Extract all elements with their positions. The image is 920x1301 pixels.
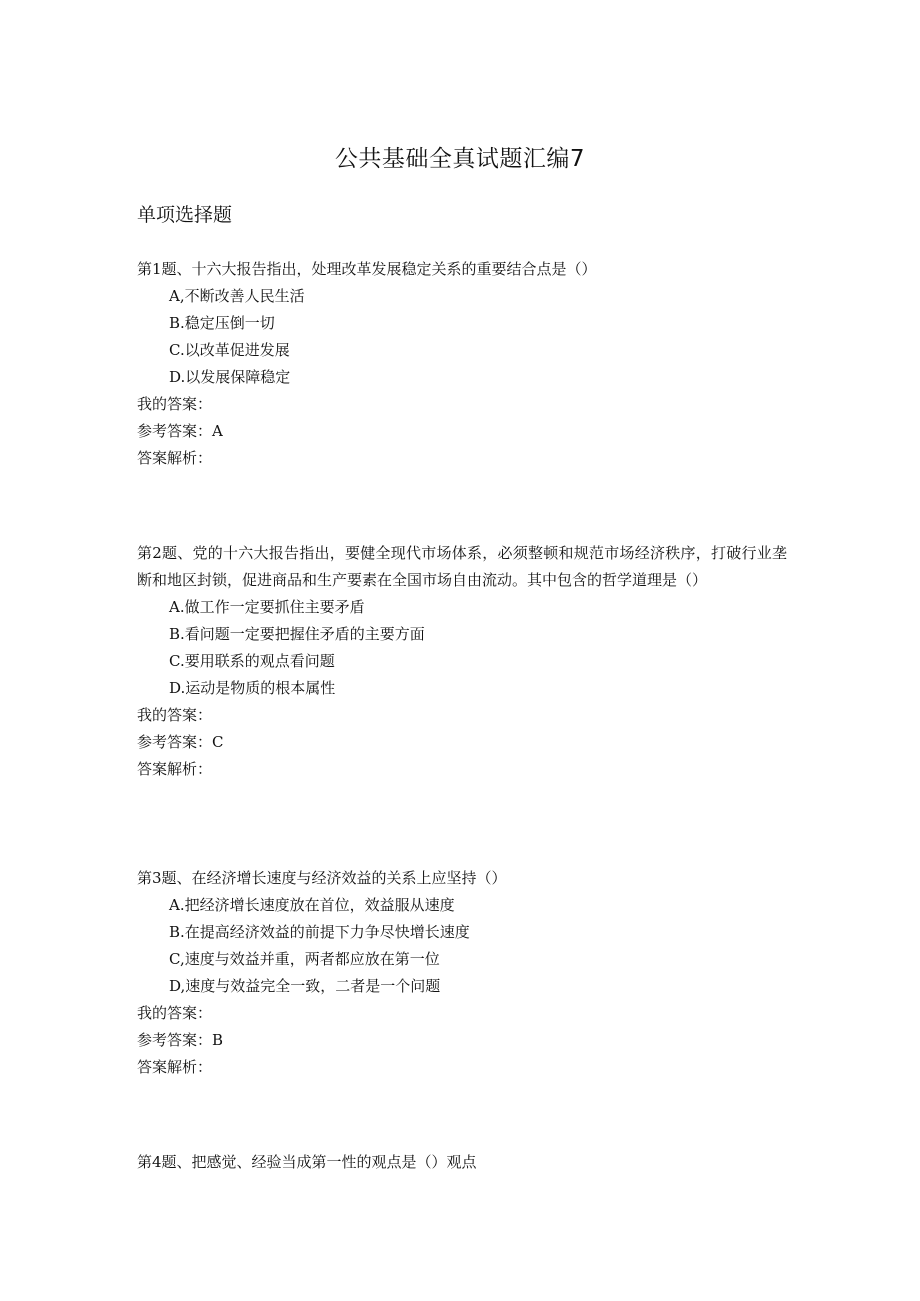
question-stem: 第3题、在经济增长速度与经济效益的关系上应坚持（） <box>137 869 507 887</box>
option-b: B.在提高经济效益的前提下力争尽快增长速度 <box>169 923 470 941</box>
answer-analysis: 答案解析： <box>137 1058 213 1076</box>
my-answer: 我的答案： <box>137 395 213 413</box>
answer-analysis: 答案解析： <box>137 449 213 467</box>
question-stem: 第1题、十六大报告指出，处理改革发展稳定关系的重要结合点是（） <box>137 260 597 278</box>
option-b: B.看问题一定要把握住矛盾的主要方面 <box>169 625 425 643</box>
option-d: D,速度与效益完全一致，二者是一个问题 <box>169 977 441 995</box>
option-c: C,速度与效益并重，两者都应放在第一位 <box>169 950 440 968</box>
option-c: C.要用联系的观点看问题 <box>169 652 335 670</box>
option-list <box>137 892 787 1000</box>
option-b: B.稳定压倒一切 <box>169 314 275 332</box>
reference-answer: 参考答案：C <box>137 733 224 751</box>
option-a: A.把经济增长速度放在首位，效益服从速度 <box>169 896 455 914</box>
option-d: D.以发展保障稳定 <box>169 368 291 386</box>
question-stem: 第4题、把感觉、经验当成第一性的观点是（）观点 <box>137 1153 477 1171</box>
question-1 <box>137 256 787 472</box>
question-2 <box>137 540 787 783</box>
reference-answer: 参考答案：B <box>137 1031 224 1049</box>
option-list <box>137 594 787 702</box>
document-title: 公共基础全真试题汇编7 <box>334 146 586 172</box>
reference-answer: 参考答案：A <box>137 422 223 440</box>
option-a: A,不断改善人民生活 <box>169 287 305 305</box>
section-heading: 单项选择题 <box>137 204 233 226</box>
answer-analysis: 答案解析： <box>137 760 213 778</box>
question-3 <box>137 865 787 1081</box>
my-answer: 我的答案： <box>137 706 213 724</box>
option-c: C.以改革促进发展 <box>169 341 290 359</box>
option-a: A.做工作一定要抓住主要矛盾 <box>169 598 365 616</box>
my-answer: 我的答案： <box>137 1004 213 1022</box>
question-stem: 第2题、党的十六大报告指出，要健全现代市场体系，必须整顿和规范市场经济秩序，打破行业垄断和地区封锁，促进商品和生产要素在全国市场自由流动。其中包含的哲学道理是（） <box>137 544 787 589</box>
option-list <box>137 283 787 391</box>
option-d: D.运动是物质的根本属性 <box>169 679 336 697</box>
question-4 <box>137 1149 787 1176</box>
